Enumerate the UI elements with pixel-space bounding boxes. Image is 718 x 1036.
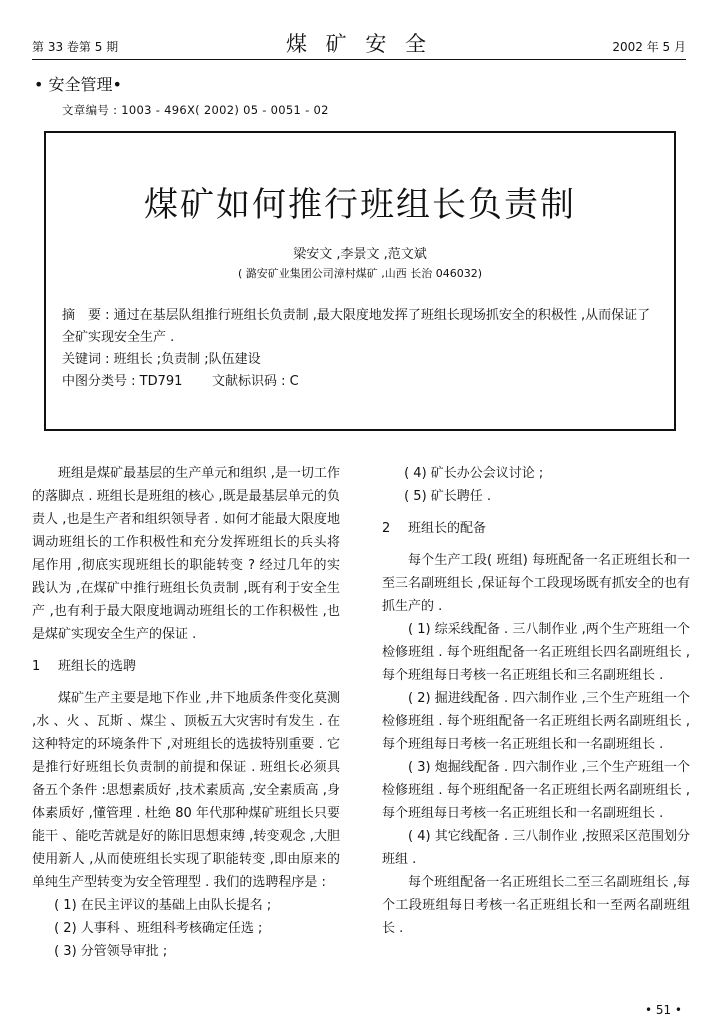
body-paragraph: ( 1) 综采线配备 . 三八制作业 ,两个生产班组一个检修班组 . 每个班组配备一名正班组长四名副班组长 ,每个班组每日考核一名正班组长和三名副班组长 . (382, 622, 690, 683)
abstract: 摘 要 : 通过在基层队组推行班组长负责制 ,最大限度地发挥了班组长现场抓安全的积极性 ,从而保证了全矿实现安全生产 . (62, 308, 651, 345)
article-number: 文章编号 : 1003 - 496X( 2002) 05 - 0051 - 02 (62, 103, 329, 117)
article-title: 煤矿如何推行班组长负责制 (144, 185, 576, 225)
header-rule (32, 59, 686, 60)
body-paragraph: ( 2) 掘进线配备 . 四六制作业 ,三个生产班组一个检修班组 . 每个班组配备一名正班组长两名副班组长 ,每个班组每日考核一名正班组长和一名副班组长 . (382, 691, 690, 752)
issue-date: 2002 年 5 月 (612, 40, 686, 54)
right-column (382, 462, 690, 940)
list-item: ( 5) 矿长聘任 . (404, 489, 492, 504)
journal-name: 煤 矿 安 全 (285, 32, 433, 56)
body-paragraph: 每个班组配备一名正班组长二至三名副班组长 ,每个工段班组每日考核一名正班组长和一至两名副班组长 . (382, 875, 690, 936)
authors: 梁安文 ,李景文 ,范文斌 (293, 247, 427, 262)
list-item: ( 4) 矿长办公会议讨论 ; (404, 466, 544, 481)
body-paragraph: 每个生产工段( 班组) 每班配备一名正班组长和一至三名副班组长 ,保证每个工段现场既有抓安全的也有抓生产的 . (382, 553, 690, 614)
left-column (32, 462, 340, 963)
body-paragraph: 班组是煤矿最基层的生产单元和组织 ,是一切工作的落脚点 . 班组长是班组的核心 ,既是最基层单元的负责人 ,也是生产者和组织领导者 . 如何才能最大限度地调动班组长的工作积极性和充分发挥班组长的兵头将尾作用 ,彻底实现班组长的职能转变 ? 经过几年的实践认为 ,在煤矿中推行班组长负责制 ,既有利于安全生产 ,也有利于最大限度地调动班组长的工作积极性 ,也是煤矿实现安全生产的保证 . (32, 466, 340, 642)
body-paragraph: ( 4) 其它线配备 . 三八制作业 ,按照采区范围划分班组 . (382, 829, 690, 867)
keywords: 关键词 : 班组长 ;负责制 ;队伍建设 (62, 352, 261, 367)
heading-number: 1 (32, 659, 41, 674)
section-label: • 安全管理• (34, 75, 122, 94)
document-code: 文献标识码 : C (212, 374, 299, 389)
section-heading (32, 655, 340, 678)
body-paragraph: ( 3) 炮掘线配备 . 四六制作业 ,三个生产班组一个检修班组 . 每个班组配备一名正班组长两名副班组长 ,每个班组每日考核一名正班组长和一名副班组长 . (382, 760, 690, 821)
running-header (32, 34, 686, 56)
classification-code: 中图分类号 : TD791 (62, 374, 183, 389)
heading-text: 班组长的选聘 (58, 659, 137, 674)
list-item: ( 1) 在民主评议的基础上由队长提名 ; (54, 898, 272, 913)
heading-text: 班组长的配备 (408, 521, 487, 536)
list-item: ( 2) 人事科 、班组科考核确定任选 ; (54, 921, 263, 936)
issue-info: 第 33 卷第 5 期 (32, 40, 119, 54)
section-heading (382, 517, 690, 540)
body-paragraph: 煤矿生产主要是地下作业 ,井下地质条件变化莫测 ,水 、火 、瓦斯 、煤尘 、顶板五大灾害时有发生 . 在这种特定的环境条件下 ,对班组长的选拔特别重要 . 它是推行好班组长负责制的前提和保证 . 班组长必须具备五个条件 :思想素质好 ,技术素质高 ,安全素质高 ,身体素质好 ,懂管理 . 杜绝 80 年代那种煤矿班组长只要能干 、能吃苦就是好的陈旧思想束缚 ,转变观念 ,大胆使用新人 ,从而使班组长实现了职能转变 ,即由原来的单纯生产型转变为安全管理型 . 我们的选聘程序是 : (32, 691, 340, 890)
list-item: ( 3) 分管领导审批 ; (54, 944, 168, 959)
affiliation: ( 潞安矿业集团公司漳村煤矿 ,山西 长治 046032) (237, 267, 483, 280)
page-number: • 51 • (644, 1003, 682, 1017)
classification-line (62, 371, 658, 393)
title-abstract-box (44, 131, 676, 431)
heading-number: 2 (382, 521, 391, 536)
abstract-block (62, 305, 658, 393)
